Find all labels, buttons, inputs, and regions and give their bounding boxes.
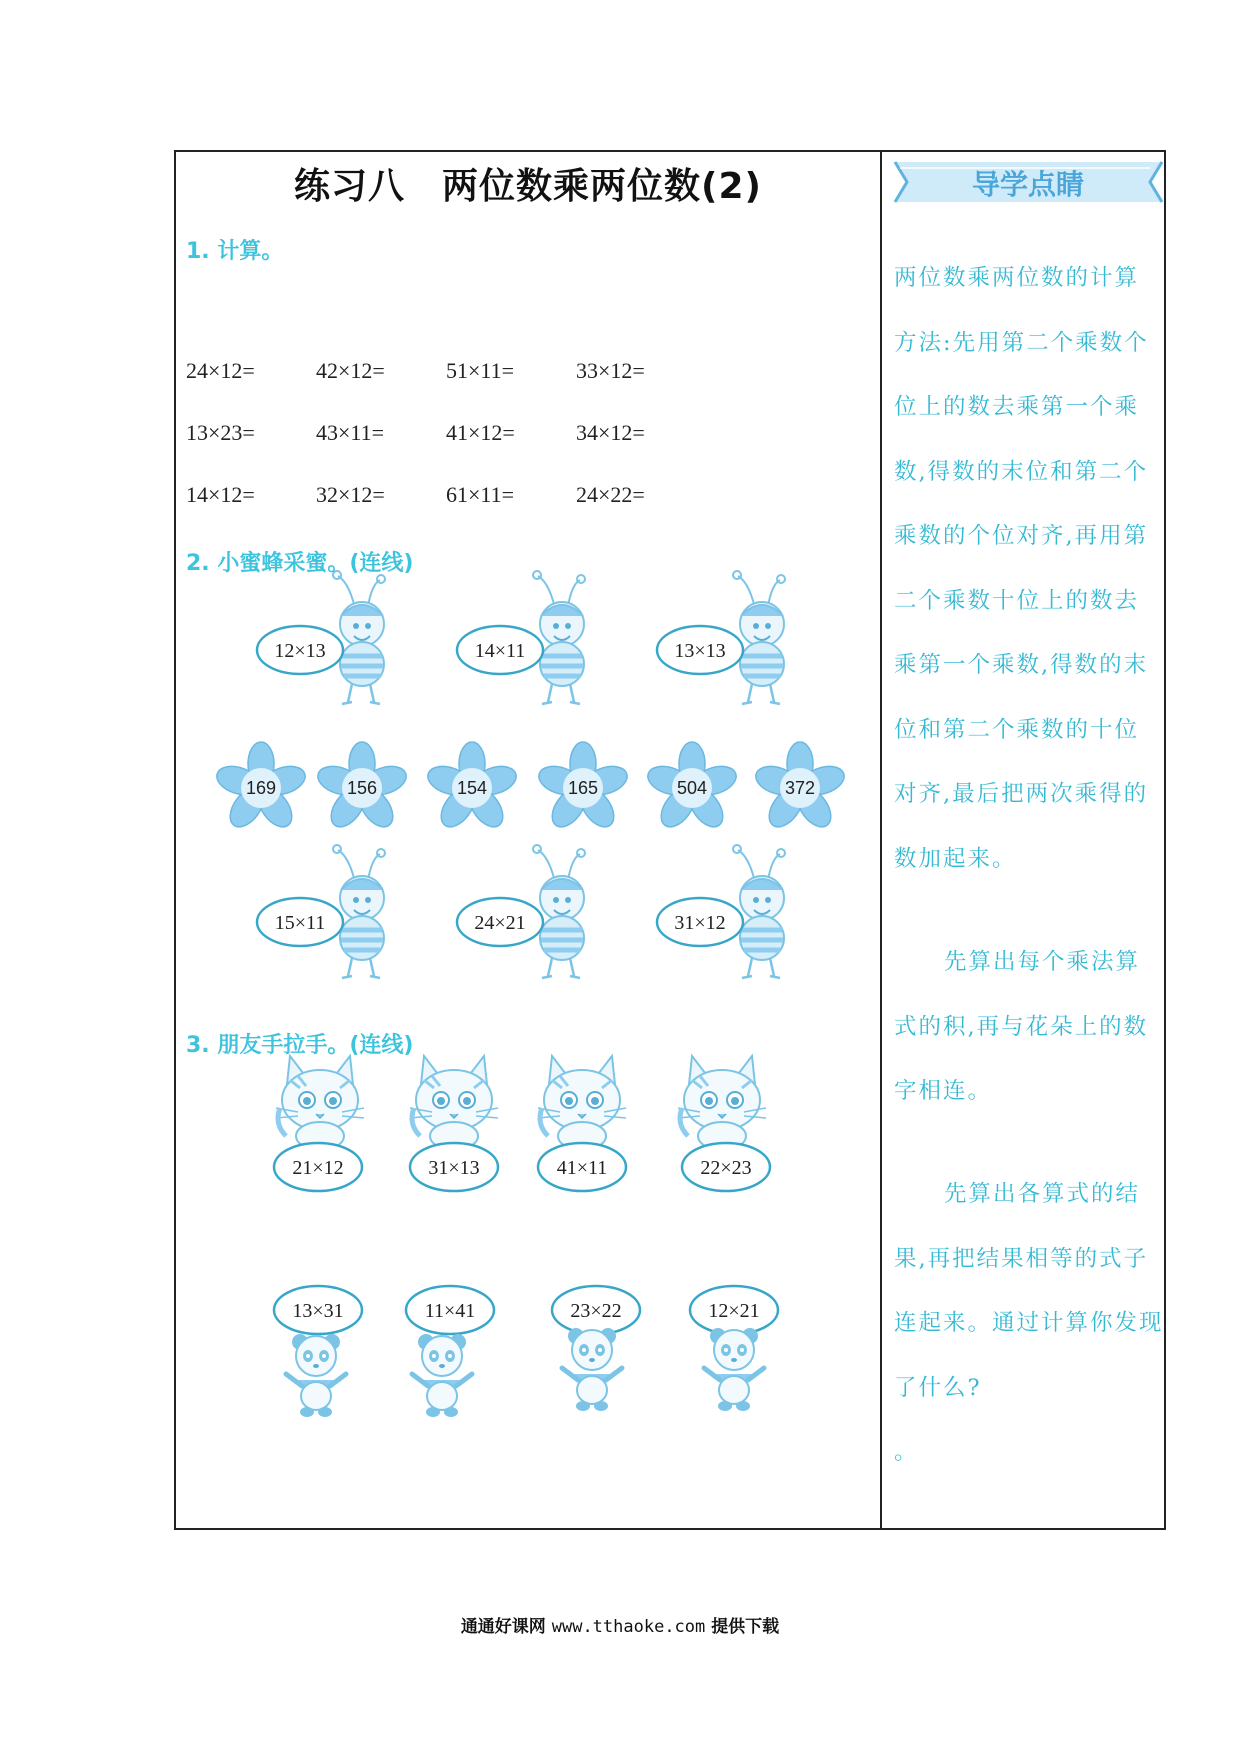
cat-3	[538, 1056, 626, 1191]
tip-1-line: 乘第一个乘数,得数的末	[894, 652, 1149, 678]
calc-r1c3: 51×11=	[446, 358, 514, 383]
footer	[0, 1612, 1240, 1637]
panda-1	[274, 1286, 362, 1417]
sidebar-banner-title: 导学点睛	[971, 168, 1084, 201]
tip-1-line: 方法:先用第二个乘数个	[894, 329, 1149, 356]
calc-r1c2: 42×12=	[316, 358, 385, 383]
section-2-heading: 2. 小蜜蜂采蜜。(连线)	[186, 551, 414, 576]
bee-bottom-2-label: 24×21	[474, 912, 526, 934]
tip-3-line: 。	[894, 1439, 919, 1465]
panda-3-label: 23×22	[570, 1300, 622, 1322]
tip-3-line: 果,再把结果相等的式子	[894, 1245, 1149, 1272]
cat-4	[678, 1056, 770, 1191]
calc-r3c3: 61×11=	[446, 482, 514, 507]
cat-3-label: 41×11	[556, 1157, 608, 1179]
tip-2	[894, 930, 1156, 1124]
flower-5-label: 504	[676, 778, 708, 798]
footer-suffix: 提供下载	[711, 1617, 780, 1637]
bee-top-3-label: 13×13	[674, 640, 726, 662]
panda-4-label: 12×21	[708, 1300, 760, 1322]
footer-site: 通通好课网	[460, 1617, 546, 1637]
page-title: 练习八 两位数乘两位数(2)	[294, 166, 762, 207]
bee-top-2-label: 14×11	[474, 640, 526, 662]
flower-3-label: 154	[456, 778, 488, 798]
bee-top-3	[657, 571, 785, 704]
tip-3	[894, 1162, 1164, 1485]
tip-1	[894, 246, 1156, 891]
panda-4	[690, 1286, 778, 1411]
bee-top-2	[457, 571, 585, 704]
tip-2-line: 字相连。	[894, 1078, 993, 1104]
calc-r2c3: 41×12=	[446, 420, 515, 445]
panda-3	[552, 1286, 640, 1411]
panda-1-label: 13×31	[292, 1300, 344, 1322]
tip-1-line: 对齐,最后把两次乘得的	[894, 781, 1149, 807]
section-3-heading: 3. 朋友手拉手。(连线)	[186, 1033, 414, 1058]
flower-1-label: 169	[245, 778, 277, 798]
flower-5	[644, 742, 740, 833]
footer-url[interactable]: www.tthaoke.com	[551, 1617, 706, 1637]
bee-top-1-label: 12×13	[274, 640, 326, 662]
calc-r2c2: 43×11=	[316, 420, 384, 445]
panda-2-label: 11×41	[424, 1300, 476, 1322]
bee-bottom-1	[257, 845, 385, 978]
tip-1-line: 乘数的个位对齐,再用第	[894, 523, 1149, 549]
cat-2-label: 31×13	[428, 1157, 480, 1179]
cat-1-label: 21×12	[292, 1157, 344, 1179]
tip-2-line: 式的积,再与花朵上的数	[894, 1013, 1149, 1040]
calc-r2c4: 34×12=	[576, 420, 645, 445]
tip-1-line: 数,得数的末位和第二个	[894, 458, 1149, 485]
flower-6	[752, 742, 848, 833]
tip-1-line: 二个乘数十位上的数去	[894, 587, 1140, 614]
flower-1	[213, 742, 309, 833]
bee-bottom-2	[457, 845, 585, 978]
calc-r2c1: 13×23=	[186, 420, 255, 445]
tip-2-line: 先算出每个乘法算	[944, 949, 1141, 975]
tip-1-line: 位和第二个乘数的十位	[894, 716, 1140, 743]
flower-2-label: 156	[346, 778, 378, 798]
calc-r1c1: 24×12=	[186, 358, 255, 383]
flower-2	[314, 742, 410, 833]
panda-2	[406, 1286, 494, 1417]
tip-3-line: 先算出各算式的结	[944, 1181, 1141, 1207]
flower-4-label: 165	[567, 778, 599, 798]
calc-r1c4: 33×12=	[576, 358, 645, 383]
cat-2	[410, 1056, 498, 1191]
bee-top-1	[257, 571, 385, 704]
section-1-heading: 1. 计算。	[186, 239, 284, 264]
tip-3-line: 连起来。通过计算你发现	[894, 1310, 1164, 1336]
flower-3	[424, 742, 520, 833]
bee-bottom-3	[657, 845, 785, 978]
cat-4-label: 22×23	[700, 1157, 752, 1179]
tip-1-line: 数加起来。	[894, 845, 1017, 872]
bee-bottom-1-label: 15×11	[274, 912, 326, 934]
tip-1-line: 两位数乘两位数的计算	[894, 265, 1140, 291]
calc-r3c1: 14×12=	[186, 482, 255, 507]
bee-bottom-3-label: 31×12	[674, 912, 726, 934]
tip-3-line: 了什么?	[894, 1374, 982, 1401]
flower-4	[535, 742, 631, 833]
tip-1-line: 位上的数去乘第一个乘	[894, 394, 1140, 420]
calc-r3c2: 32×12=	[316, 482, 385, 507]
cat-1	[274, 1056, 364, 1191]
flower-6-label: 372	[784, 778, 816, 798]
calc-r3c4: 24×22=	[576, 482, 645, 507]
